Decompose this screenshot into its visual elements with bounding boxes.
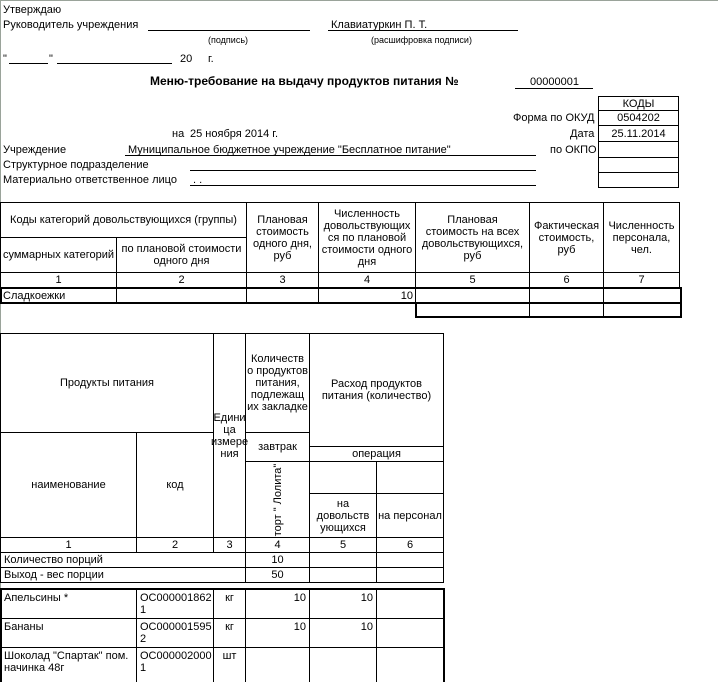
t1-row-name: Сладкоежки [3,289,66,302]
t2-portions-blank [309,552,377,568]
t2-num: 5 [309,537,377,553]
t1-num: 1 [0,272,117,288]
t1-row-sep [116,288,117,303]
t2-item-unit: кг [213,589,246,619]
t2-item-staff [376,647,444,682]
t2-header-staff: на персонал [376,493,444,538]
t2-item-code: ОС0000018621 [136,589,214,619]
t2-header-consumption: Расход продуктов питания (количество) [309,333,444,447]
t2-header-operation: операция [309,446,444,462]
t2-header-unit: Едини ца измере ния [213,333,246,538]
department-label: Структурное подразделение [3,159,149,171]
quote-open: " [3,53,7,65]
t2-header-blank [376,461,444,494]
t1-header-staff: Численность персонала, чел. [603,202,680,273]
t1-row-count: 10 [400,289,413,302]
t2-header-code: код [136,432,214,538]
t1-header-planned-cost: Плановая стоимость одного дня, руб [246,202,319,273]
okpo-label: по ОКПО [550,144,597,156]
okud-value: 0504202 [617,112,660,124]
name-caption: (расшифровка подписи) [371,35,472,45]
month-line [57,63,172,64]
date-prefix: на [172,128,185,140]
t1-num: 3 [246,272,319,288]
t2-weight-blank [376,567,444,583]
t2-header-dish-cell [245,461,310,538]
t1-header-count: Численность довольствующих ся по плановой стоимости одного дня [318,202,416,273]
signature-caption: (подпись) [208,35,249,45]
t1-header-codes: Коды категорий довольствующихся (группы) [0,202,247,238]
t1-row-sep [415,288,416,303]
date-label: Дата [570,128,595,140]
t2-item-name: Шоколад "Спартак" пом. начинка 48г [0,647,137,682]
year-suffix: г. [208,53,214,65]
t2-portions-label: Количество порций [0,552,246,568]
responsible-line [190,185,536,186]
t2-item-qty: 10 [245,589,310,619]
t2-item-eaters: 10 [309,618,377,648]
t2-portions-value: 10 [245,552,310,568]
t1-num: 5 [415,272,530,288]
t2-header-name: наименование [0,432,137,538]
t2-num: 3 [213,537,246,553]
t2-item-name: Бананы [0,618,137,648]
t1-row-sep [603,288,604,303]
t2-weight-value: 50 [245,567,310,583]
t1-header-planned-total: Плановая стоимость на всех довольствующихся, руб [415,202,530,273]
t2-item-code: ОС0000020001 [136,647,214,682]
t1-total-sep [529,303,530,317]
t1-header-actual: Фактическая стоимость, руб [529,202,604,273]
t2-item-eaters [309,647,377,682]
responsible-value: . . [193,174,203,186]
t2-header-blank [309,461,377,494]
doc-number: 00000001 [530,76,579,88]
t2-item-name: Апельсины * [0,589,137,619]
approve-label: Утверждаю [3,4,62,16]
okud-label: Форма по ОКУД [513,112,595,124]
date-value: 25.11.2014 [611,128,666,140]
day-line [9,63,48,64]
t1-num: 4 [318,272,416,288]
t1-total-sep [603,303,604,317]
responsible-label: Материально ответственное лицо [3,174,177,186]
t2-weight-label: Выход - вес порции [0,567,246,583]
institution-label: Учреждение [3,144,67,156]
t2-header-meal: завтрак [245,432,310,462]
t2-header-eaters: на довольств ующихся [309,493,377,538]
form-date: 25 ноября 2014 г. [190,128,278,140]
t2-item-qty [245,647,310,682]
t2-header-qty: Количеств о продуктов питания, подлежащ их закладке [245,333,310,433]
t1-num: 7 [603,272,680,288]
t2-item-code: ОС0000015952 [136,618,214,648]
t2-num: 6 [376,537,444,553]
t2-item-staff [376,589,444,619]
institution-value: Муниципальное бюджетное учреждение "Бесплатное питание" [128,144,451,156]
signature-line [148,30,310,31]
t2-item-unit: кг [213,618,246,648]
t1-header-summary: суммарных категорий [0,237,117,273]
t2-num: 1 [0,537,137,553]
t1-row-sep [246,288,247,303]
codes-header: КОДЫ [598,96,679,111]
codes-divider-3 [598,157,679,158]
t2-num: 4 [245,537,310,553]
doc-number-line [515,88,593,89]
t2-num: 2 [136,537,214,553]
t1-num: 6 [529,272,604,288]
t1-row-sep [529,288,530,303]
t2-header-products: Продукты питания [0,333,214,433]
t1-total-frame [415,302,682,318]
name-line [328,30,518,31]
t2-item-qty: 10 [245,618,310,648]
codes-divider-2 [598,141,679,142]
t2-item-eaters: 10 [309,589,377,619]
institution-line [125,155,536,156]
quote-close: " [49,53,53,65]
t1-header-planned-group: по плановой стоимости одного дня [116,237,247,273]
head-name: Клавиатуркин П. Т. [331,19,428,31]
codes-divider-1 [598,125,679,126]
head-label: Руководитель учреждения [3,19,139,31]
t2-portions-blank [376,552,444,568]
department-line [190,170,536,171]
year-prefix: 20 [180,53,193,65]
t2-item-staff [376,618,444,648]
t1-num: 2 [116,272,247,288]
t2-weight-blank [309,567,377,583]
codes-divider-4 [598,172,679,173]
t2-item-unit: шт [213,647,246,682]
page-title: Меню-требование на выдачу продуктов питания № [150,74,459,88]
t2-header-dish: торт " Лолита" [271,463,284,536]
